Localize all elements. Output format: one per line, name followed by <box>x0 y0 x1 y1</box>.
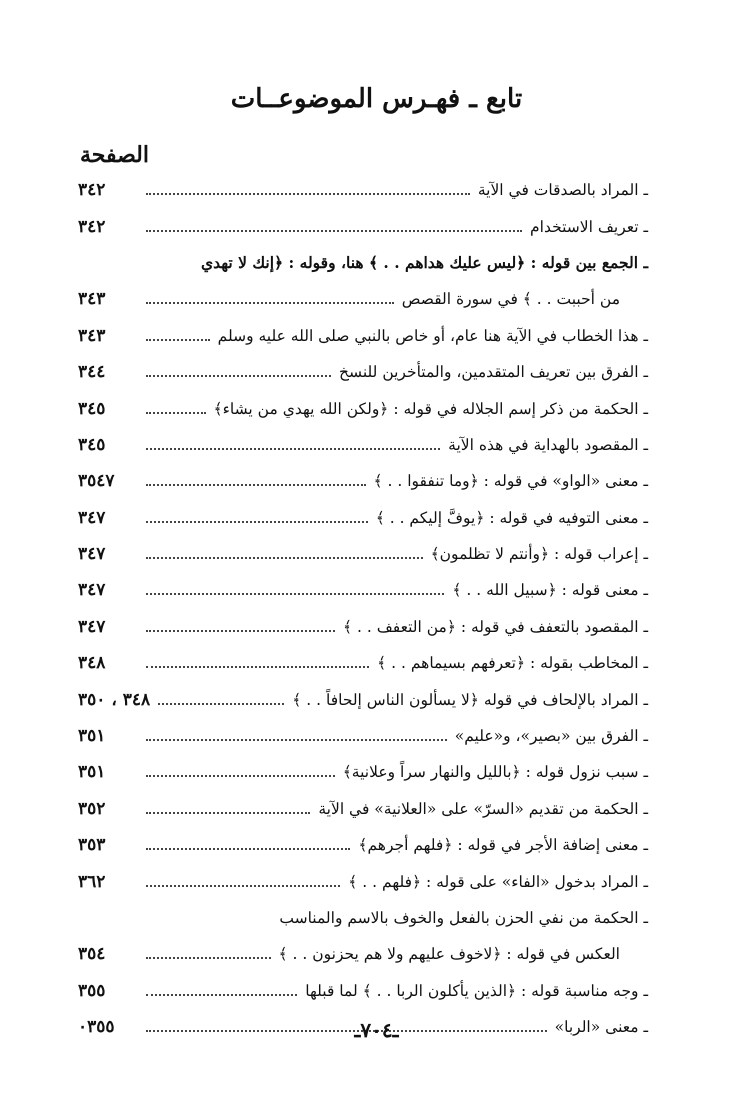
entry-page: ٣٤٢ <box>78 180 106 201</box>
dot-leader <box>146 666 369 668</box>
entry-page: ٣٤٨ <box>78 653 106 674</box>
index-entry <box>78 572 648 608</box>
entry-page: ٣٤٥ <box>78 398 106 419</box>
entry-page: ٣٥١ <box>78 762 106 783</box>
entry-page: ٣٤٤ <box>78 362 106 383</box>
dot-leader <box>146 994 297 996</box>
dot-leader <box>146 484 366 486</box>
index-entry <box>78 208 648 244</box>
index-entry <box>78 609 648 645</box>
dot-leader <box>146 448 440 450</box>
entry-page: ٣٤٣ <box>78 325 106 346</box>
entry-topic: ـ المراد بدخول «الفاء» على قوله : ﴿فلهم . . ﴾ <box>348 872 648 891</box>
entry-page: ٣٥٢ <box>78 798 106 819</box>
entry-topic: ـ المراد بالإلحاف في قوله ﴿لا يسألون الناس إلحافاً . . ﴾ <box>292 690 648 709</box>
entry-page: ٣٥٣ <box>78 835 106 856</box>
index-entry <box>78 463 648 499</box>
index-entry <box>78 754 648 790</box>
index-entry <box>78 791 648 827</box>
index-entries <box>78 172 648 1045</box>
entry-topic: ـ معنى قوله : ﴿سبيل الله . . ﴾ <box>452 581 648 600</box>
index-entry <box>78 500 648 536</box>
entry-topic: ـ الفرق بين تعريف المتقدمين، والمتأخرين للنسخ <box>339 363 648 382</box>
entry-topic: ـ الحكمة من نفي الحزن بالفعل والخوف بالاسم والمناسب <box>279 909 648 927</box>
dot-leader <box>146 193 470 195</box>
entry-topic: ـ إعراب قوله : ﴿وأنتم لا تظلمون﴾ <box>430 545 648 564</box>
entry-topic: ـ هذا الخطاب في الآية هنا عام، أو خاص بالنبي صلى الله عليه وسلم <box>217 326 648 345</box>
page-title: تابع ـ فهـرس الموضوعــات <box>230 84 523 114</box>
dot-leader <box>158 703 284 705</box>
entry-page: ٠٣٥٥ <box>78 1017 115 1038</box>
entry-page: ٣٥٥ <box>78 980 106 1001</box>
dot-leader <box>146 375 331 377</box>
index-entry <box>78 318 648 354</box>
index-entry <box>78 718 648 754</box>
entry-topic: ـ المقصود بالهداية في هذه الآية <box>448 435 648 454</box>
entry-page: ٣٥٤ <box>78 944 106 965</box>
entry-topic: ـ الفرق بين «بصير»، و«عليم» <box>454 727 648 746</box>
dot-leader <box>146 557 423 559</box>
dot-leader <box>146 957 271 959</box>
dot-leader <box>146 302 394 304</box>
index-entry <box>78 827 648 863</box>
entry-page: ٣٤٧ <box>78 507 106 528</box>
entry-topic: العكس في قوله : ﴿لاخوف عليهم ولا هم يحزنون . . ﴾ <box>278 945 620 964</box>
index-entry <box>78 245 648 281</box>
entry-topic: ـ الحكمة من ذكر إسم الجلاله في قوله : ﴿ولكن الله يهدي من يشاء﴾ <box>213 399 648 418</box>
dot-leader <box>146 848 350 850</box>
entry-page: ٣٤٥ <box>78 434 106 455</box>
index-entry <box>78 973 648 1009</box>
index-entry <box>78 427 648 463</box>
index-entry <box>78 281 648 317</box>
dot-leader <box>146 230 522 232</box>
page-column-header: الصفحة <box>79 142 149 168</box>
entry-topic: ـ معنى التوفيه في قوله : ﴿يوفَّ إليكم . . ﴾ <box>375 508 648 527</box>
dot-leader <box>146 521 368 523</box>
entry-topic: ـ المقصود بالتعفف في قوله : ﴿من التعفف . . ﴾ <box>343 617 648 636</box>
entry-page: ٣٤٨ ، ٣٥٠ <box>78 689 151 710</box>
entry-page: ٣٥١ <box>78 726 106 747</box>
index-entry <box>78 900 648 936</box>
entry-page: ٣٤٧ <box>78 580 106 601</box>
entry-page: ٣٤٧ <box>78 544 106 565</box>
entry-topic: ـ سبب نزول قوله : ﴿بالليل والنهار سراً وعلانية﴾ <box>342 763 648 782</box>
entry-page: ٣٤٧ <box>78 616 106 637</box>
entry-page: ٣٥٤٧ <box>78 471 115 492</box>
entry-topic: من أحببت . . ﴾ في سورة القصص <box>401 290 620 309</box>
dot-leader <box>146 630 335 632</box>
page-number: ـ٧٠٤ـ <box>354 1018 399 1042</box>
dot-leader <box>146 885 340 887</box>
index-entry <box>78 390 648 426</box>
entry-topic: ـ الجمع بين قوله : ﴿ليس عليك هداهم . . ﴾ هنا، وقوله : ﴿إنك لا تهدي <box>201 253 648 273</box>
entry-topic: ـ المخاطب بقوله : ﴿تعرفهم بسيماهم . . ﴾ <box>377 654 648 673</box>
dot-leader <box>146 412 206 414</box>
entry-topic: ـ معنى «الربا» <box>554 1018 648 1037</box>
index-entry <box>78 172 648 208</box>
index-entry <box>78 681 648 717</box>
dot-leader <box>146 775 335 777</box>
entry-topic: ـ معنى إضافة الأجر في قوله : ﴿فلهم أجرهم﴾ <box>358 836 648 855</box>
entry-topic: ـ وجه مناسبة قوله : ﴿الذين يأكلون الربا . . ﴾ لما قبلها <box>305 981 648 1000</box>
index-entry <box>78 936 648 972</box>
index-entry <box>78 536 648 572</box>
entry-topic: ـ تعريف الاستخدام <box>530 217 648 236</box>
dot-leader <box>146 593 444 595</box>
index-entry <box>78 354 648 390</box>
entry-topic: ـ الحكمة من تقديم «السرّ» على «العلانية» في الآية <box>318 799 648 818</box>
index-entry <box>78 645 648 681</box>
entry-topic: ـ معنى «الواو» في قوله : ﴿وما تنفقوا . . ﴾ <box>373 472 648 491</box>
dot-leader <box>146 812 310 814</box>
dot-leader <box>146 339 210 341</box>
entry-page: ٣٤٣ <box>78 289 106 310</box>
dot-leader <box>146 739 447 741</box>
index-entry <box>78 863 648 899</box>
entry-topic: ـ المراد بالصدقات في الآية <box>477 181 648 200</box>
entry-page: ٣٦٢ <box>78 871 106 892</box>
entry-page: ٣٤٢ <box>78 216 106 237</box>
